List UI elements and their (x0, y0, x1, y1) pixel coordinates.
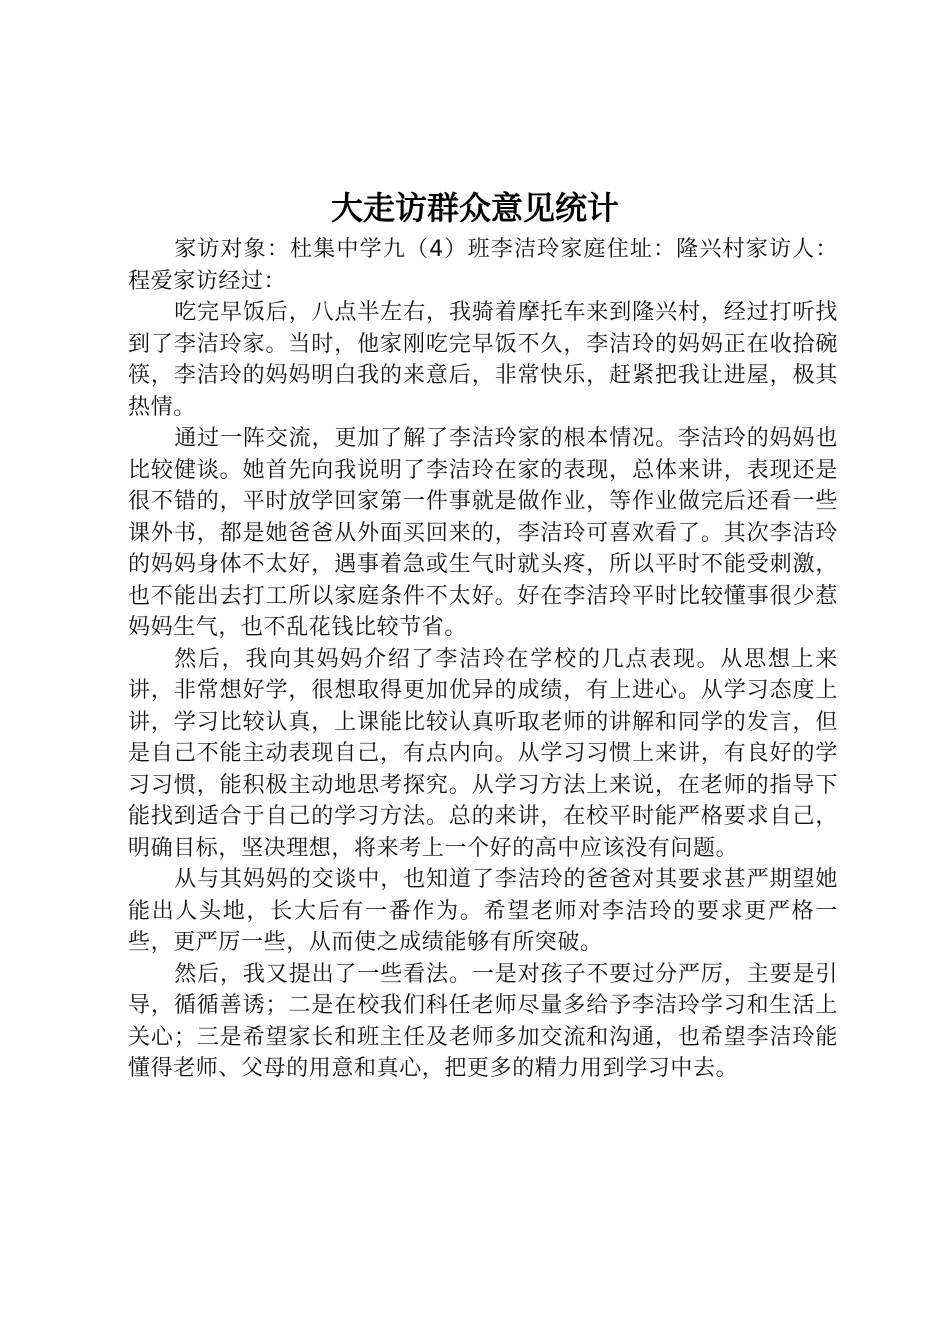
document-title: 大走访群众意见统计 (330, 189, 619, 227)
paragraph-school-performance: 然后，我向其妈妈介绍了李洁玲在学校的几点表现。从思想上来讲，非常想好学，很想取得更加优异的成绩，有上进心。从学习态度上讲，学习比较认真，上课能比较认真听取老师的讲解和同学的发言，但是自己不能主动表现自己，有点内向。从学习习惯上来讲，有良好的学习习惯，能积极主动地思考探究。从学习方法上来说，在老师的指导下能找到适合于自己的学习方法。总的来讲，在校平时能严格要求自己，明确目标，坚决理想，将来考上一个好的高中应该没有问题。 (128, 646, 838, 861)
paragraph-family-situation: 通过一阵交流，更加了解了李洁玲家的根本情况。李洁玲的妈妈也比较健谈。她首先向我说明了李洁玲在家的表现，总体来讲，表现还是很不错的，平时放学回家第一件事就是做作业，等作业做完后还看一些课外书，都是她爸爸从外面买回来的，李洁玲可喜欢看了。其次李洁玲的妈妈身体不太好，遇事着急或生气时就头疼，所以平时不能受刺激，也不能出去打工所以家庭条件不太好。好在李洁玲平时比较懂事很少惹妈妈生气，也不乱花钱比较节省。 (128, 426, 838, 640)
paragraph-father-expectations: 从与其妈妈的交谈中，也知道了李洁玲的爸爸对其要求甚严期望她能出人头地，长大后有一番作为。希望老师对李洁玲的要求更严格一些，更严厉一些，从而使之成绩能够有所突破。 (128, 867, 838, 955)
paragraph-suggestions: 然后，我又提出了一些看法。一是对孩子不要过分严厉，主要是引导，循循善诱；二是在校我们科任老师尽量多给予李洁玲学习和生活上关心；三是希望家长和班主任及老师多加交流和沟通，也希望李洁玲能懂得老师、父母的用意和真心，把更多的精力用到学习中去。 (128, 961, 838, 1081)
paragraph-arrival: 吃完早饭后，八点半左右，我骑着摩托车来到隆兴村，经过打听找到了李洁玲家。当时，他家刚吃完早饭不久，李洁玲的妈妈正在收拾碗筷，李洁玲的妈妈明白我的来意后，非常快乐，赶紧把我让进屋，极其热情。 (128, 300, 838, 420)
document-body (128, 234, 838, 1085)
paragraph-visit-info: 家访对象：杜集中学九（4）班李洁玲家庭住址：隆兴村家访人：程爱家访经过： (128, 237, 838, 294)
